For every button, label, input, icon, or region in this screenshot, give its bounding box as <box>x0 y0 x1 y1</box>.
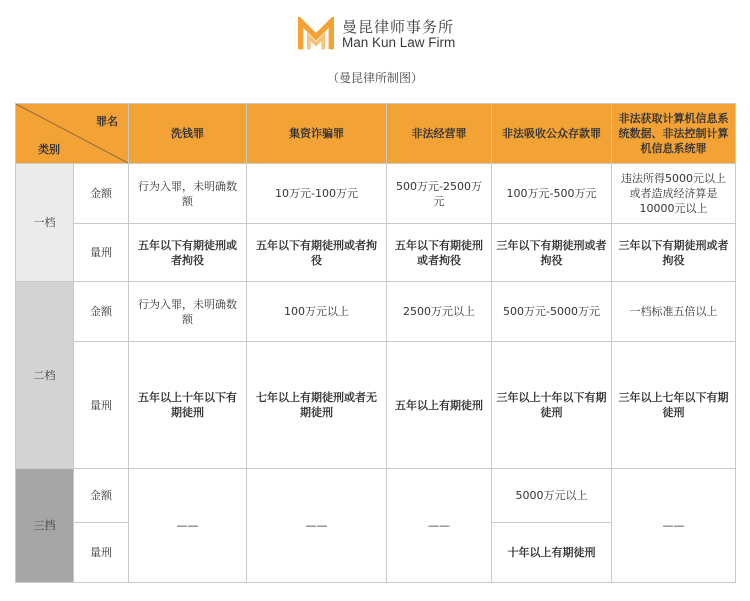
sentence-cell: 五年以上有期徒刑 <box>387 342 492 469</box>
corner-header <box>16 104 129 164</box>
level-label: 一档 <box>16 164 74 282</box>
sentence-cell: 三年以下有期徒刑或者拘役 <box>612 224 736 282</box>
crime-comparison-table <box>15 103 736 583</box>
sentence-cell: 五年以下有期徒刑或者拘役 <box>387 224 492 282</box>
header-row <box>16 104 736 164</box>
empty-cell: —— <box>129 469 247 583</box>
amount-cell: 2500万元以上 <box>387 282 492 342</box>
firm-logo-icon <box>298 17 334 53</box>
amount-cell: 500万元-2500万元 <box>387 164 492 224</box>
row-label-sentence: 量刑 <box>74 224 129 282</box>
amount-cell: 10万元-100万元 <box>247 164 387 224</box>
table-row <box>16 469 736 523</box>
level-label: 二档 <box>16 282 74 469</box>
amount-cell: 行为入罪，未明确数额 <box>129 164 247 224</box>
row-label-sentence: 量刑 <box>74 342 129 469</box>
crime-header: 洗钱罪 <box>129 104 247 164</box>
empty-cell: —— <box>247 469 387 583</box>
level-label: 三挡 <box>16 469 74 583</box>
amount-cell: 500万元-5000万元 <box>492 282 612 342</box>
amount-cell: 5000万元以上 <box>492 469 612 523</box>
amount-cell: 行为入罪，未明确数额 <box>129 282 247 342</box>
empty-cell: —— <box>612 469 736 583</box>
row-label-amount: 金额 <box>74 469 129 523</box>
sentence-cell: 三年以上七年以下有期徒刑 <box>612 342 736 469</box>
table-row <box>16 342 736 469</box>
firm-name-cn: 曼昆律师事务所 <box>342 18 455 37</box>
amount-cell: 违法所得5000元以上或者造成经济算是10000元以上 <box>612 164 736 224</box>
corner-label-category: 类别 <box>38 143 60 156</box>
image-caption: （曼昆律所制图） <box>326 71 423 85</box>
crime-header: 非法经营罪 <box>387 104 492 164</box>
row-label-sentence: 量刑 <box>74 523 129 583</box>
crime-header: 非法获取计算机信息系统数据、非法控制计算机信息系统罪 <box>612 104 736 164</box>
crime-header: 非法吸收公众存款罪 <box>492 104 612 164</box>
amount-cell: 100万元-500万元 <box>492 164 612 224</box>
amount-cell: 一档标准五倍以上 <box>612 282 736 342</box>
firm-name-en: Man Kun Law Firm <box>342 34 456 50</box>
table-row <box>16 282 736 342</box>
sentence-cell: 五年以上十年以下有期徒刑 <box>129 342 247 469</box>
row-label-amount: 金额 <box>74 164 129 224</box>
crime-header: 集资诈骗罪 <box>247 104 387 164</box>
empty-cell: —— <box>387 469 492 583</box>
sentence-cell: 五年以下有期徒刑或者拘役 <box>247 224 387 282</box>
row-label-amount: 金额 <box>74 282 129 342</box>
sentence-cell: 三年以下有期徒刑或者拘役 <box>492 224 612 282</box>
corner-label-crime: 罪名 <box>96 115 118 128</box>
sentence-cell: 三年以上十年以下有期徒刑 <box>492 342 612 469</box>
sentence-cell: 五年以下有期徒刑或者拘役 <box>129 224 247 282</box>
table-row <box>16 224 736 282</box>
corner-diagonal <box>16 104 128 163</box>
table-row <box>16 164 736 224</box>
firm-logo <box>298 15 455 55</box>
sentence-cell: 七年以上有期徒刑或者无期徒刑 <box>247 342 387 469</box>
sentence-cell: 十年以上有期徒刑 <box>492 523 612 583</box>
amount-cell: 100万元以上 <box>247 282 387 342</box>
